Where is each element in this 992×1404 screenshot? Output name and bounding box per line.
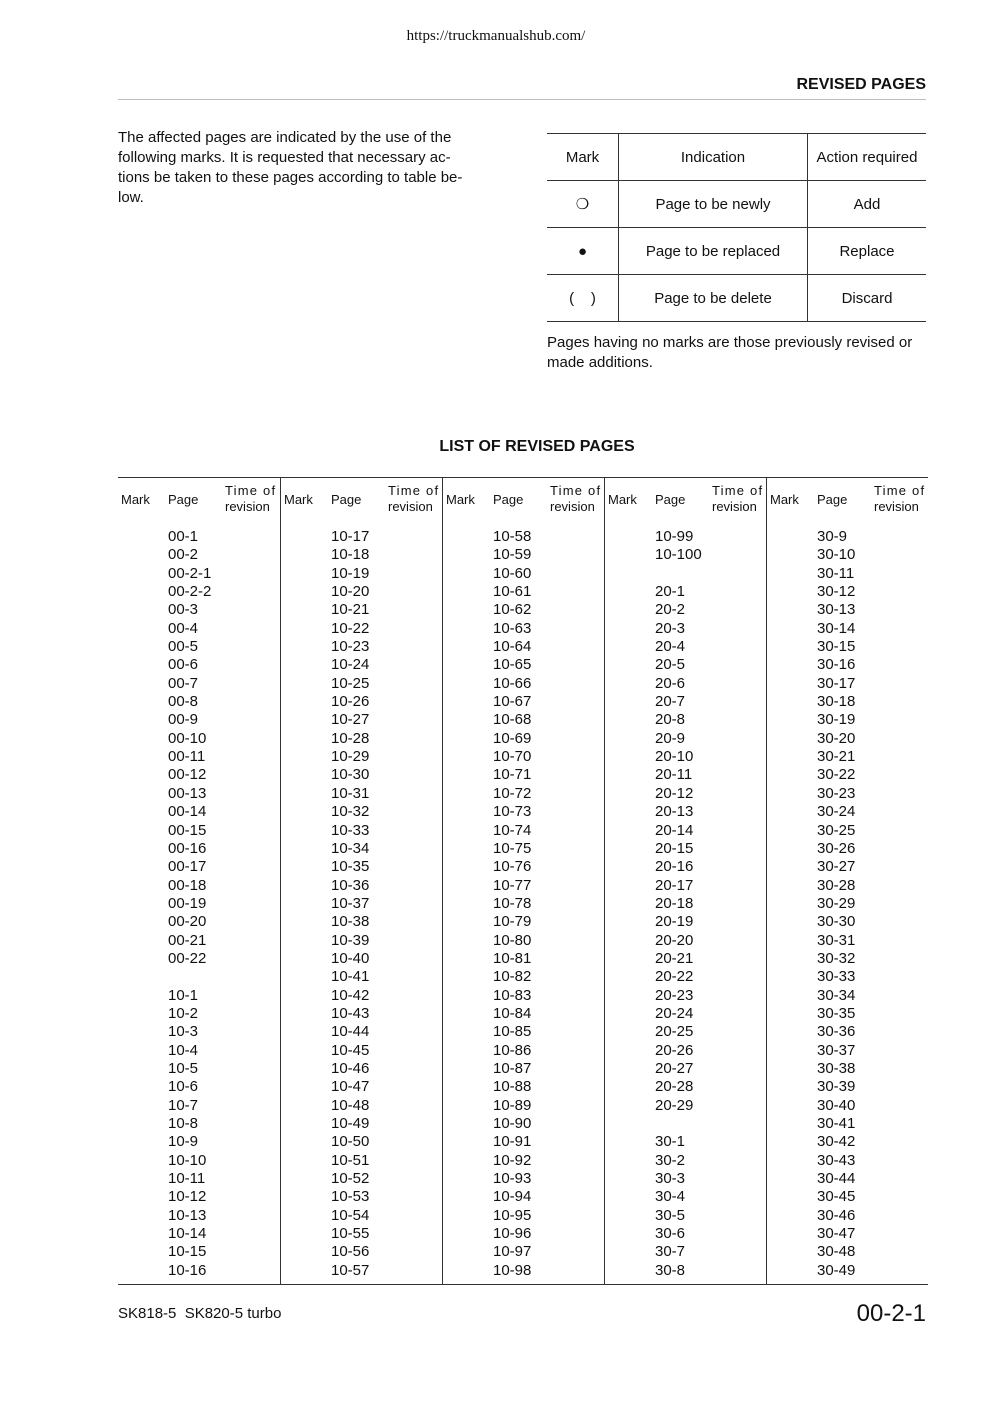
page-entry: 20-2 (655, 601, 686, 619)
page-list (767, 520, 929, 1280)
page-entry: 00-4 (168, 619, 199, 637)
page-entry: 10-83 (493, 986, 532, 1004)
page-entry: 00-15 (168, 821, 207, 839)
page-list (281, 520, 443, 1280)
header-mark: Mark (446, 492, 475, 507)
header-time-of-revision: Time of revision (874, 483, 926, 514)
page-entry: 10-73 (493, 803, 532, 821)
page-entry: 10-13 (168, 1206, 207, 1224)
page-entry: 30-10 (817, 546, 856, 564)
legend-note: Pages having no marks are those previously revised or made additions. (547, 334, 913, 371)
page-entry: 30-26 (817, 839, 856, 857)
page-entry: 10-8 (168, 1115, 199, 1132)
page-entry: 20-23 (655, 986, 694, 1004)
column-header (443, 478, 605, 520)
page-entry: 10-74 (493, 821, 532, 839)
page-entry: 20-6 (655, 674, 686, 692)
column-header (605, 478, 767, 520)
legend-header-action: Action required (808, 134, 927, 181)
page-entry: 30-36 (817, 1023, 856, 1041)
page-entry: 10-55 (331, 1225, 370, 1243)
page-entry: 30-9 (817, 528, 848, 545)
page-entry: 00-5 (168, 638, 199, 656)
legend-row-discard (547, 275, 926, 322)
list-column (442, 478, 605, 1284)
page-entry: 00-10 (168, 729, 207, 747)
footer-model: SK818-5 SK820-5 turbo (118, 1305, 282, 1322)
page-entry: 10-12 (168, 1188, 207, 1206)
page-entry: 10-25 (331, 674, 370, 692)
page-entry: 20-29 (655, 1096, 694, 1114)
page-entry: 10-100 (655, 546, 702, 564)
header-page: Page (331, 492, 362, 507)
page-entry: 30-40 (817, 1096, 856, 1114)
page-entry: 20-10 (655, 748, 694, 766)
page-entry: 10-7 (168, 1096, 199, 1114)
page-entry: 10-18 (331, 546, 370, 564)
page-entry: 10-53 (331, 1188, 370, 1206)
page-entry: 10-66 (493, 674, 532, 692)
page-entry: 30-14 (817, 619, 856, 637)
page-entry: 20-20 (655, 931, 694, 949)
header-time-of-revision: Time of revision (225, 483, 277, 514)
page-entry: 10-60 (493, 564, 532, 582)
page-entry: 10-23 (331, 638, 370, 656)
blank-entry (168, 968, 280, 986)
intro-line: The affected pages are indicated by the use of the (118, 129, 452, 146)
legend-action: Replace (808, 228, 927, 275)
page-entry: 10-46 (331, 1059, 370, 1077)
page-entry: 10-65 (493, 656, 532, 674)
page-entry: 30-35 (817, 1004, 856, 1022)
legend-header-row (547, 134, 926, 181)
page-entry: 20-4 (655, 638, 686, 656)
page-entry: 00-7 (168, 674, 199, 692)
page-entry: 10-56 (331, 1243, 370, 1261)
page-entry: 10-5 (168, 1059, 199, 1077)
page-entry: 10-20 (331, 583, 370, 601)
page-entry: 10-51 (331, 1151, 370, 1169)
filled-circle-mark-icon: ● (547, 228, 619, 275)
page-entry: 10-38 (331, 913, 370, 931)
page-entry: 10-3 (168, 1023, 199, 1041)
list-column (118, 478, 280, 1284)
page-entry: 30-6 (655, 1225, 686, 1243)
page-entry: 30-2 (655, 1151, 686, 1169)
page-entry: 30-18 (817, 693, 856, 711)
page-entry: 10-26 (331, 693, 370, 711)
page-entry: 10-27 (331, 711, 370, 729)
page-entry: 10-6 (168, 1078, 199, 1096)
page-entry: 30-11 (817, 564, 855, 582)
page-entry: 30-30 (817, 913, 856, 931)
page-entry: 10-93 (493, 1170, 532, 1188)
header-mark: Mark (608, 492, 637, 507)
page-entry: 20-17 (655, 876, 694, 894)
page-entry: 10-40 (331, 949, 370, 967)
legend-indication: Page to be delete (619, 275, 808, 322)
page-entry: 30-21 (817, 748, 856, 766)
legend-row-replace (547, 228, 926, 275)
page-entry: 10-61 (493, 583, 532, 601)
page-entry: 10-88 (493, 1078, 532, 1096)
page-entry: 10-85 (493, 1023, 532, 1041)
page-entry: 10-71 (493, 766, 532, 784)
page-entry: 20-5 (655, 656, 686, 674)
page-entry: 20-11 (655, 766, 693, 784)
header-mark: Mark (770, 492, 799, 507)
page-entry: 10-32 (331, 803, 370, 821)
blank-entry (655, 1115, 767, 1133)
page-entry: 20-18 (655, 894, 694, 912)
page-entry: 30-15 (817, 638, 856, 656)
page-entry: 30-43 (817, 1151, 856, 1169)
page-entry: 10-94 (493, 1188, 532, 1206)
page-entry: 10-39 (331, 931, 370, 949)
legend-row-add (547, 181, 926, 228)
page-entry: 10-30 (331, 766, 370, 784)
page-entry: 20-19 (655, 913, 694, 931)
page-entry: 20-15 (655, 839, 694, 857)
page-list (118, 520, 280, 1280)
page-entry: 00-20 (168, 913, 207, 931)
page-entry: 30-22 (817, 766, 856, 784)
page-entry: 10-31 (331, 784, 370, 802)
page-entry: 10-29 (331, 748, 370, 766)
header-page: Page (817, 492, 848, 507)
header-time-of-revision: Time of revision (712, 483, 764, 514)
page-entry: 10-34 (331, 839, 370, 857)
page-entry: 10-4 (168, 1041, 199, 1059)
page-entry: 20-26 (655, 1041, 694, 1059)
page-entry: 00-22 (168, 949, 207, 967)
page-entry: 10-99 (655, 528, 694, 545)
header-page: Page (493, 492, 524, 507)
page-entry: 30-47 (817, 1225, 856, 1243)
page-entry: 10-43 (331, 1004, 370, 1022)
header-mark: Mark (121, 492, 150, 507)
list-title: LIST OF REVISED PAGES (439, 438, 635, 455)
page-entry: 10-77 (493, 876, 532, 894)
page-entry: 20-24 (655, 1004, 694, 1022)
open-circle-mark-icon: ❍ (547, 181, 619, 228)
page-entry: 10-79 (493, 913, 532, 931)
page-entry: 20-25 (655, 1023, 694, 1041)
page-entry: 00-1 (168, 528, 199, 545)
page-entry: 10-1 (168, 986, 199, 1004)
page-entry: 10-80 (493, 931, 532, 949)
page-entry: 00-13 (168, 784, 207, 802)
page-entry: 10-96 (493, 1225, 532, 1243)
page-entry: 00-21 (168, 931, 207, 949)
page-entry: 10-48 (331, 1096, 370, 1114)
page-entry: 10-91 (493, 1133, 532, 1151)
page-entry: 10-52 (331, 1170, 370, 1188)
page-entry: 10-78 (493, 894, 532, 912)
page-entry: 10-57 (331, 1261, 370, 1279)
page-entry: 10-10 (168, 1151, 207, 1169)
page-entry: 10-33 (331, 821, 370, 839)
page-entry: 20-1 (655, 583, 686, 601)
page-entry: 00-18 (168, 876, 207, 894)
page-entry: 30-32 (817, 949, 856, 967)
page-entry: 10-86 (493, 1041, 532, 1059)
page-entry: 20-16 (655, 858, 694, 876)
page-entry: 00-8 (168, 693, 199, 711)
page-entry: 10-75 (493, 839, 532, 857)
page-entry: 10-21 (331, 601, 370, 619)
page-entry: 10-28 (331, 729, 370, 747)
page-entry: 30-28 (817, 876, 856, 894)
page-entry: 10-92 (493, 1151, 532, 1169)
page-entry: 10-59 (493, 546, 532, 564)
page-entry: 30-48 (817, 1243, 856, 1261)
page-entry: 30-44 (817, 1170, 856, 1188)
page-entry: 30-33 (817, 968, 856, 986)
page-entry: 10-68 (493, 711, 532, 729)
page-entry: 30-13 (817, 601, 856, 619)
page-entry: 10-15 (168, 1243, 207, 1261)
source-url: https://truckmanualshub.com/ (406, 28, 586, 44)
page-entry: 30-24 (817, 803, 856, 821)
page-entry: 00-9 (168, 711, 199, 729)
page-entry: 00-12 (168, 766, 207, 784)
page-entry: 20-27 (655, 1059, 694, 1077)
page-entry: 10-45 (331, 1041, 370, 1059)
page-entry: 10-22 (331, 619, 370, 637)
page-list (605, 520, 767, 1280)
page-entry: 00-17 (168, 858, 207, 876)
header-time-of-revision: Time of revision (550, 483, 602, 514)
page-entry: 10-58 (493, 528, 532, 545)
page-entry: 10-47 (331, 1078, 370, 1096)
page-entry: 30-5 (655, 1206, 686, 1224)
page-entry: 20-28 (655, 1078, 694, 1096)
page-entry: 10-87 (493, 1059, 532, 1077)
page-entry: 30-29 (817, 894, 856, 912)
revised-pages-grid (118, 477, 928, 1285)
legend-indication: Page to be newly (619, 181, 808, 228)
page-entry: 10-72 (493, 784, 532, 802)
page-entry: 20-22 (655, 968, 694, 986)
page-entry: 30-1 (655, 1133, 686, 1151)
page-entry: 20-14 (655, 821, 694, 839)
page-entry: 00-16 (168, 839, 207, 857)
page-entry: 30-4 (655, 1188, 686, 1206)
page-entry: 00-3 (168, 601, 199, 619)
intro-line: following marks. It is requested that necessary ac- (118, 149, 451, 166)
legend-indication: Page to be replaced (619, 228, 808, 275)
intro-line: low. (118, 189, 144, 206)
page-entry: 30-49 (817, 1261, 856, 1279)
page-entry: 10-98 (493, 1261, 532, 1279)
page-entry: 30-31 (817, 931, 856, 949)
footer-page-number: 00-2-1 (856, 1300, 926, 1327)
page-entry: 10-14 (168, 1225, 207, 1243)
page-entry: 00-2-2 (168, 583, 212, 601)
page-entry: 10-17 (331, 528, 370, 545)
page-entry: 10-35 (331, 858, 370, 876)
mark-legend-table (547, 133, 926, 322)
blank-entry (655, 565, 767, 583)
page-entry: 10-36 (331, 876, 370, 894)
page-entry: 00-14 (168, 803, 207, 821)
page-entry: 30-17 (817, 674, 856, 692)
page-entry: 30-46 (817, 1206, 856, 1224)
page-entry: 10-11 (168, 1170, 206, 1188)
section-title: REVISED PAGES (796, 76, 926, 93)
page-entry: 30-34 (817, 986, 856, 1004)
intro-line: tions be taken to these pages according to table be- (118, 169, 463, 186)
header-mark: Mark (284, 492, 313, 507)
page-entry: 10-42 (331, 986, 370, 1004)
page-entry: 10-95 (493, 1206, 532, 1224)
page-entry: 20-3 (655, 619, 686, 637)
page-entry: 10-37 (331, 894, 370, 912)
page-entry: 10-84 (493, 1004, 532, 1022)
page-entry: 10-62 (493, 601, 532, 619)
page-entry: 20-8 (655, 711, 686, 729)
page-entry: 30-3 (655, 1170, 686, 1188)
page-entry: 30-12 (817, 583, 856, 601)
list-column (604, 478, 767, 1284)
page-entry: 10-19 (331, 564, 370, 582)
page-entry: 20-13 (655, 803, 694, 821)
page-entry: 10-76 (493, 858, 532, 876)
page-entry: 10-24 (331, 656, 370, 674)
page-entry: 30-41 (817, 1115, 856, 1132)
page-entry: 10-69 (493, 729, 532, 747)
page-entry: 00-2 (168, 546, 199, 564)
page-entry: 10-89 (493, 1096, 532, 1114)
page-entry: 30-25 (817, 821, 856, 839)
page-entry: 20-7 (655, 693, 686, 711)
page-entry: 10-82 (493, 968, 532, 986)
page-entry: 30-37 (817, 1041, 856, 1059)
page-entry: 30-16 (817, 656, 856, 674)
page-entry: 10-70 (493, 748, 532, 766)
header-divider (118, 99, 926, 100)
page-entry: 00-11 (168, 748, 206, 766)
page-entry: 10-44 (331, 1023, 370, 1041)
legend-header-indication: Indication (619, 134, 808, 181)
page-entry: 30-39 (817, 1078, 856, 1096)
page-entry: 20-21 (655, 949, 694, 967)
page-entry: 10-63 (493, 619, 532, 637)
column-header (118, 478, 280, 520)
page-entry: 30-23 (817, 784, 856, 802)
column-header (281, 478, 443, 520)
page-entry: 10-54 (331, 1206, 370, 1224)
page-entry: 10-97 (493, 1243, 532, 1261)
page-entry: 10-41 (331, 968, 370, 986)
page-entry: 00-19 (168, 894, 207, 912)
header-page: Page (168, 492, 199, 507)
page-entry: 30-8 (655, 1261, 686, 1279)
legend-action: Discard (808, 275, 927, 322)
page-entry: 30-20 (817, 729, 856, 747)
page-entry: 10-90 (493, 1115, 532, 1132)
intro-paragraph (118, 128, 480, 208)
page-list (443, 520, 605, 1280)
legend-action: Add (808, 181, 927, 228)
page-entry: 10-49 (331, 1115, 370, 1132)
header-page: Page (655, 492, 686, 507)
list-column (280, 478, 443, 1284)
page-entry: 10-16 (168, 1261, 207, 1279)
page-entry: 30-19 (817, 711, 856, 729)
page-entry: 30-42 (817, 1133, 856, 1151)
list-column (766, 478, 929, 1284)
page-entry: 10-67 (493, 693, 532, 711)
column-header (767, 478, 929, 520)
page-entry: 10-50 (331, 1133, 370, 1151)
page-entry: 00-6 (168, 656, 199, 674)
header-time-of-revision: Time of revision (388, 483, 440, 514)
page-entry: 00-2-1 (168, 564, 212, 582)
page-entry: 30-45 (817, 1188, 856, 1206)
page-entry: 30-27 (817, 858, 856, 876)
page-entry: 10-2 (168, 1004, 199, 1022)
page-entry: 10-81 (493, 949, 532, 967)
page-entry: 30-7 (655, 1243, 686, 1261)
page-entry: 20-12 (655, 784, 694, 802)
page-entry: 10-64 (493, 638, 532, 656)
page-entry: 20-9 (655, 729, 686, 747)
page-entry: 30-38 (817, 1059, 856, 1077)
legend-header-mark: Mark (547, 134, 619, 181)
parentheses-mark-icon: ( ) (547, 275, 619, 322)
page-entry: 10-9 (168, 1133, 199, 1151)
